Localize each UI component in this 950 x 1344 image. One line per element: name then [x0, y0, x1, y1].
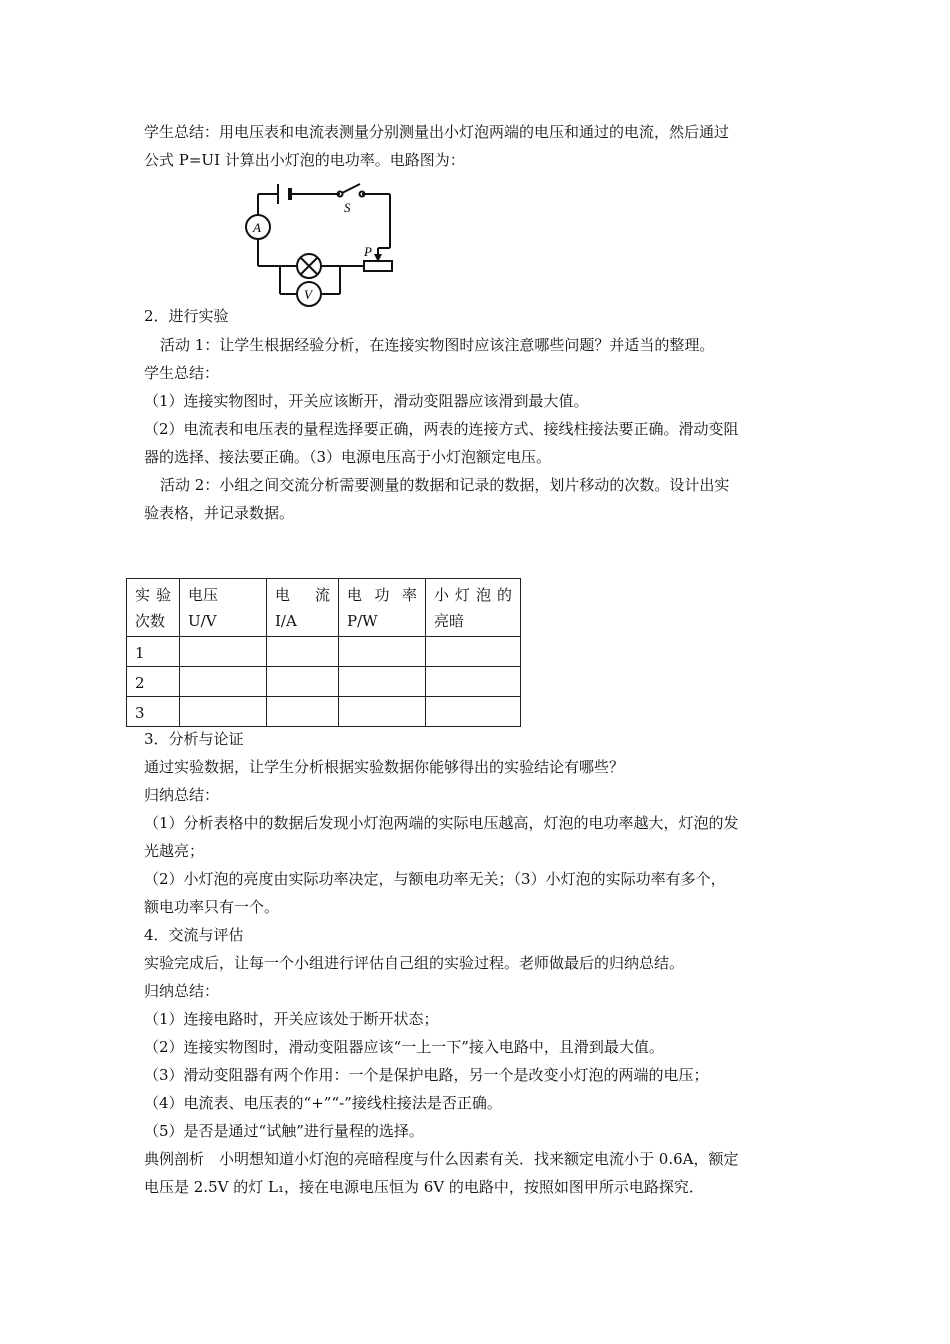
evaluation-item-2: （2）连接实物图时，滑动变阻器应该“一上一下”接入电路中，且滑到最大值。 [144, 1038, 664, 1056]
evaluation-item-1: （1）连接电路时，开关应该处于断开状态； [144, 1010, 439, 1028]
header-cell: 电压 U/V [180, 579, 267, 637]
table-cell [339, 697, 426, 727]
switch-label: S [344, 200, 351, 215]
header-cell: 电 功 率 P/W [339, 579, 426, 637]
table-cell [339, 667, 426, 697]
evaluation-item-5: （5）是否是通过“试触”进行量程的选择。 [144, 1122, 424, 1140]
table-row [127, 697, 521, 727]
table-row [127, 667, 521, 697]
header-cell: 小灯泡的 亮暗 [426, 579, 521, 637]
table-cell [426, 697, 521, 727]
conclusion-label-1: 归纳总结： [144, 786, 220, 804]
table-cell: 3 [127, 697, 180, 727]
summary-line-2: 公式 P=UI 计算出小灯泡的电功率。电路图为： [144, 151, 465, 169]
evaluation-item-4: （4）电流表、电压表的“+”“-”接线柱接法是否正确。 [144, 1094, 502, 1112]
conclusion-label-2: 归纳总结： [144, 982, 220, 1000]
ammeter-label: A [253, 220, 261, 235]
example-analysis-line-1: 典例剖析 小明想知道小灯泡的亮暗程度与什么因素有关．找来额定电流小于 0.6A，额定 [144, 1150, 739, 1168]
activity-1-text: 活动 1：让学生根据经验分析，在连接实物图时应该注意哪些问题？并适当的整理。 [160, 336, 715, 354]
table-cell [267, 667, 339, 697]
table-header-row [127, 579, 521, 637]
rheostat-symbol [364, 261, 392, 271]
activity-2-text: 活动 2：小组之间交流分析需要测量的数据和记录的数据，划片移动的次数。设计出实 [160, 476, 730, 494]
table-cell [426, 667, 521, 697]
activity-2-cont: 验表格，并记录数据。 [144, 504, 295, 522]
summary-line-1: 学生总结：用电压表和电流表测量分别测量出小灯泡两端的电压和通过的电流，然后通过 [144, 123, 730, 141]
summary-item-2: （2）电流表和电压表的量程选择要正确，两表的连接方式、接线柱接法要正确。滑动变阻 [144, 420, 739, 438]
analysis-intro: 通过实验数据，让学生分析根据实验数据你能够得出的实验结论有哪些？ [144, 758, 625, 776]
student-summary-label: 学生总结： [144, 364, 220, 382]
table-cell [180, 637, 267, 667]
example-analysis-line-2: 电压是 2.5V 的灯 L₁，接在电源电压恒为 6V 的电路中，按照如图甲所示电路探究． [144, 1178, 704, 1196]
conclusion-item-2: （2）小灯泡的亮度由实际功率决定，与额电功率无关；（3）小灯泡的实际功率有多个， [144, 870, 726, 888]
table-cell [339, 637, 426, 667]
conclusion-item-1-cont: 光越亮； [144, 842, 205, 860]
table-cell [267, 697, 339, 727]
voltmeter-label: V [304, 287, 312, 302]
evaluation-item-3: （3）滑动变阻器有两个作用：一个是保护电路，另一个是改变小灯泡的两端的电压； [144, 1066, 709, 1084]
table-cell: 2 [127, 667, 180, 697]
table-cell [180, 697, 267, 727]
section-2-heading: 2．进行实验 [144, 307, 229, 325]
summary-item-1: （1）连接实物图时，开关应该断开，滑动变阻器应该滑到最大值。 [144, 392, 589, 410]
circuit-diagram [240, 176, 400, 311]
conclusion-item-2-cont: 额电功率只有一个。 [144, 898, 280, 916]
conclusion-item-1: （1）分析表格中的数据后发现小灯泡两端的实际电压越高，灯泡的电功率越大，灯泡的发 [144, 814, 739, 832]
lamp-symbol [297, 254, 321, 278]
table-row [127, 637, 521, 667]
section-3-heading: 3．分析与论证 [144, 730, 244, 748]
summary-item-2-cont: 器的选择、接法要正确。（3）电源电压高于小灯泡额定电压。 [144, 448, 552, 466]
switch-symbol [338, 184, 365, 197]
data-table [126, 578, 521, 727]
table-cell [267, 637, 339, 667]
header-cell: 电 流 I/A [267, 579, 339, 637]
section-4-heading: 4．交流与评估 [144, 926, 244, 944]
table-cell: 1 [127, 637, 180, 667]
evaluation-intro: 实验完成后，让每一个小组进行评估自己组的实验过程。老师做最后的归纳总结。 [144, 954, 685, 972]
table-cell [180, 667, 267, 697]
table-cell [426, 637, 521, 667]
slider-label: P [364, 244, 372, 259]
header-cell: 实验 次数 [127, 579, 180, 637]
